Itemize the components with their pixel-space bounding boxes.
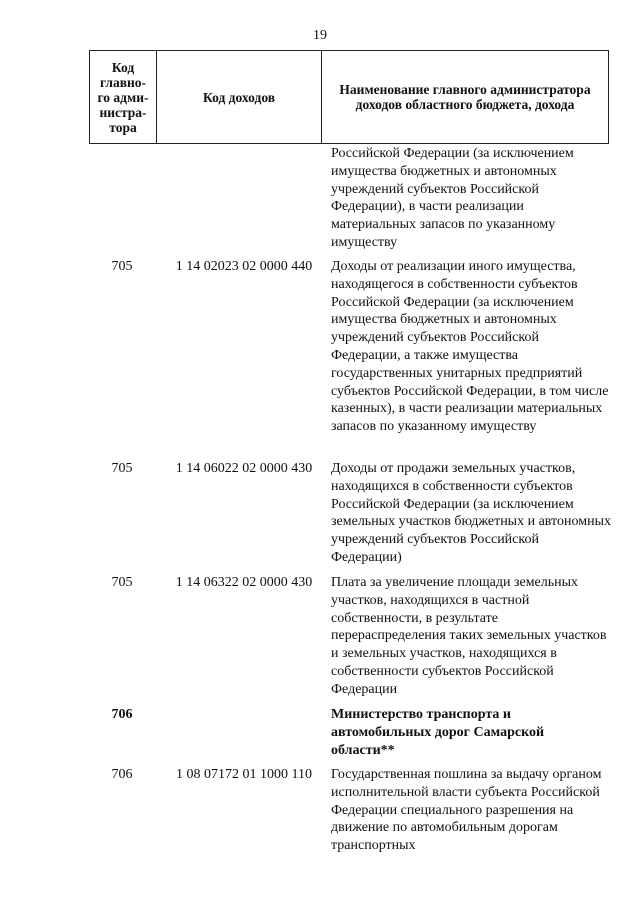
row-name: Доходы от продажи земельных участков, находящихся в собственности субъектов Российской Федерации (за исключением земельных участков бюджетных и автономных учреждений субъектов Российской Федерации) <box>331 461 611 565</box>
row-admin-code: 706 <box>111 707 133 722</box>
row-name: Российской Федерации (за исключением имущества бюджетных и автономных учреждений субъектов Российской Федерации), в части реализации материальных запасов по указанному имуществу <box>331 146 574 250</box>
row-income-code: 1 14 06022 02 0000 430 <box>175 461 313 476</box>
row-name: Министерство транспорта и автомобильных дорог Самарской области** <box>331 707 545 758</box>
row-income-code: 1 14 02023 02 0000 440 <box>175 259 313 274</box>
header-income-code: Код доходов <box>157 51 322 144</box>
row-income-code: 1 14 06322 02 0000 430 <box>175 575 313 590</box>
row-admin-code: 705 <box>111 461 133 476</box>
table-header <box>89 50 609 144</box>
row-name: Плата за увеличение площади земельных участков, находящихся в частной собственности, в результате перераспределения таких земельных участков и земельных участков, находящихся в собственности субъектов Российской Федерации <box>331 575 607 697</box>
row-name: Доходы от реализации иного имущества, находящегося в собственности субъектов Российской Федерации (за исключением имущества бюджетных и автономных учреждений субъектов Российской Федерации, а также имущества государственных унитарных предприятий субъектов Российской Федерации, в том числе казенных), в части реализации материальных запасов по указанному имуществу <box>331 259 609 435</box>
row-admin-code: 705 <box>111 575 133 590</box>
header-name: Наименование главного администратора доходов областного бюджета, дохода <box>322 51 609 144</box>
row-admin-code: 705 <box>111 259 133 274</box>
row-name: Государственная пошлина за выдачу органом исполнительной власти субъекта Российской Федерации специального разрешения на движение по автомобильным дорогам транспортных <box>331 767 602 854</box>
page-number: 19 <box>313 28 327 43</box>
row-admin-code: 706 <box>111 767 133 782</box>
header-admin-code: Код главно-го адми-нистра-тора <box>90 51 157 144</box>
row-income-code: 1 08 07172 01 1000 110 <box>176 767 312 782</box>
